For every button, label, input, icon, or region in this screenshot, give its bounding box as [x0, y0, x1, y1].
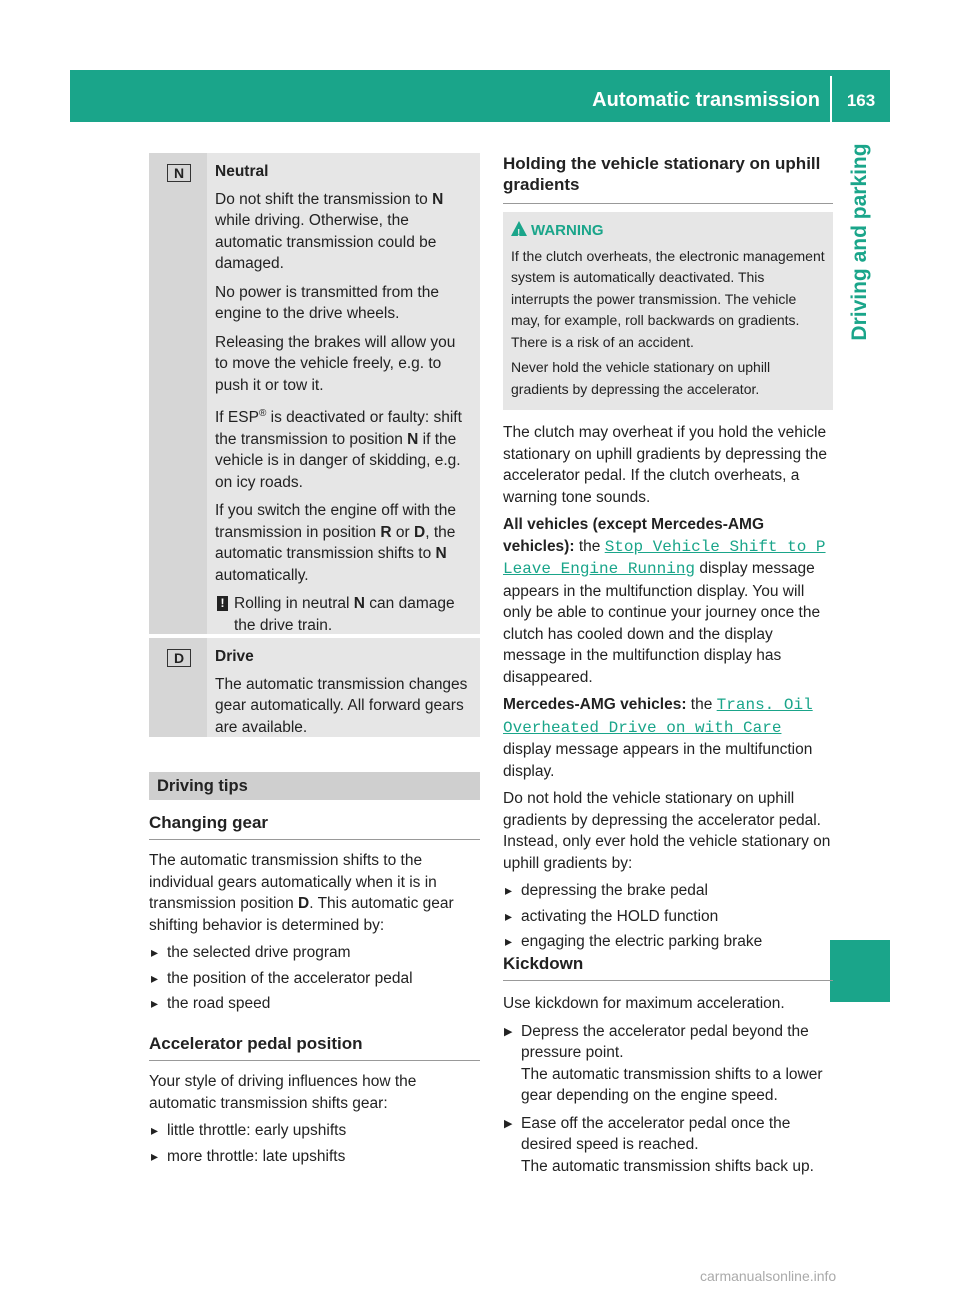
list-item: ▸ the road speed: [149, 993, 480, 1015]
paragraph: Use kickdown for maximum acceleration.: [503, 995, 785, 1012]
paragraph: Your style of driving influences how the automatic transmission shifts gear:: [149, 1073, 417, 1112]
section-heading: Kickdown: [503, 953, 833, 981]
gear-d-icon: D: [167, 649, 191, 667]
list-item: ▸ engaging the electric parking brake: [503, 931, 833, 953]
list-item: ▸ depressing the brake pedal: [503, 880, 833, 902]
paragraph: If you switch the engine off with the transmission in position R or D, the automatic transmission shifts to N automatically.: [215, 502, 456, 584]
action-step: ▶ Depress the accelerator pedal beyond the pressure point. The automatic transmission shifts to a lower gear depending on the engine speed.: [503, 1021, 833, 1107]
caution-icon: !: [217, 596, 228, 611]
driving-tips-section: [149, 772, 480, 800]
action-step: ▶ Ease off the accelerator pedal once the desired speed is reached. The automatic transmission shifts back up.: [503, 1113, 833, 1178]
paragraph: Do not shift the transmission to N while driving. Otherwise, the automatic transmission could be damaged.: [215, 190, 444, 272]
gear-name: Neutral: [215, 163, 269, 180]
header-title: Automatic transmission: [592, 89, 820, 111]
action-list: [503, 1021, 833, 1178]
gear-row-drive: [149, 638, 480, 737]
warning-title: ! WARNING: [511, 220, 825, 242]
list-item: ▸ more throttle: late upshifts: [149, 1146, 480, 1168]
paragraph: The automatic transmission shifts to the individual gears automatically when it is in transmission position D. This automatic gear shifting behavior is determined by:: [149, 852, 454, 934]
display-message: Trans. Oil: [716, 696, 813, 714]
paragraph: The automatic transmission changes gear automatically. All forward gears are available.: [215, 675, 468, 736]
paragraph: No power is transmitted from the engine to the drive wheels.: [215, 283, 439, 322]
list-item: ▸ the selected drive program: [149, 942, 480, 964]
section-side-tab: [830, 122, 890, 362]
section-heading: Holding the vehicle stationary on uphill gradients: [503, 153, 833, 204]
side-marker: [830, 940, 890, 1002]
watermark: carmanualsonline.info: [700, 1268, 837, 1284]
gear-key-column: [149, 153, 207, 634]
bullet-list: [149, 942, 480, 1015]
section-title-bar: [149, 772, 480, 800]
section-heading: Changing gear: [149, 812, 480, 840]
display-message: Leave Engine Running: [503, 560, 696, 578]
bullet-list: [503, 880, 833, 953]
gear-n-icon: N: [167, 164, 191, 182]
paragraph: Do not hold the vehicle stationary on uphill gradients by depressing the accelerator pedal. Instead, only ever hold the vehicle stationary on uphill gradients by:: [503, 790, 831, 872]
warning-text: If the clutch overheats, the electronic management system is automatically deactivated. This interrupts the power transmission. The vehicle may, for example, roll backwards on gradients. There is a risk of an accident.: [511, 247, 825, 350]
section-title: Driving tips: [157, 777, 248, 795]
bullet-list: [149, 1120, 480, 1167]
gear-row-neutral: [149, 153, 480, 634]
gear-position-table: [149, 153, 480, 737]
page-number: 163: [846, 91, 876, 110]
warning-box: [503, 212, 833, 410]
section-heading: Accelerator pedal position: [149, 1033, 480, 1061]
paragraph: The clutch may overheat if you hold the vehicle stationary on uphill gradients by depressing the accelerator pedal. If the clutch overheats, a warning tone sounds.: [503, 424, 827, 506]
paragraph: All vehicles (except Mercedes-AMG vehicles): the Stop Vehicle Shift to P Leave Engine Running display message appears in the multifunction display. You will only be able to continue your journey once the clutch has cooled down and the display message in the multifunction display has disappeared.: [503, 516, 826, 686]
list-item: ▸ activating the HOLD function: [503, 906, 833, 928]
note-text: Rolling in neutral N can damage the drive train.: [234, 595, 455, 634]
damage-note: [215, 593, 472, 636]
paragraph: If ESP® is deactivated or faulty: shift the transmission to position N if the vehicle is in danger of skidding, e.g. on icy roads.: [215, 408, 462, 491]
warning-text: Never hold the vehicle stationary on uphill gradients by depressing the accelerator.: [511, 359, 771, 397]
display-message: Stop Vehicle Shift to P: [604, 537, 826, 556]
list-item: ▸ little throttle: early upshifts: [149, 1120, 480, 1142]
page-header: [70, 70, 890, 122]
uphill-section: [503, 153, 833, 957]
accelerator-section: [149, 1033, 480, 1171]
paragraph: Releasing the brakes will allow you to move the vehicle freely, e.g. to push it or tow it.: [215, 333, 456, 394]
side-tab-label: Driving and parking: [848, 143, 871, 341]
kickdown-section: [503, 953, 833, 1183]
display-message: Overheated Drive on with Care: [503, 718, 782, 737]
warning-triangle-icon: [511, 221, 527, 236]
gear-description: [215, 638, 480, 755]
changing-gear-section: [149, 812, 480, 1019]
gear-name: Drive: [215, 648, 254, 665]
gear-key-column: [149, 638, 207, 737]
paragraph: Mercedes-AMG vehicles: the Trans. Oil Overheated Drive on with Care display message appears in the multifunction display.: [503, 696, 813, 780]
gear-description: [215, 153, 480, 646]
list-item: ▸ the position of the accelerator pedal: [149, 968, 480, 990]
